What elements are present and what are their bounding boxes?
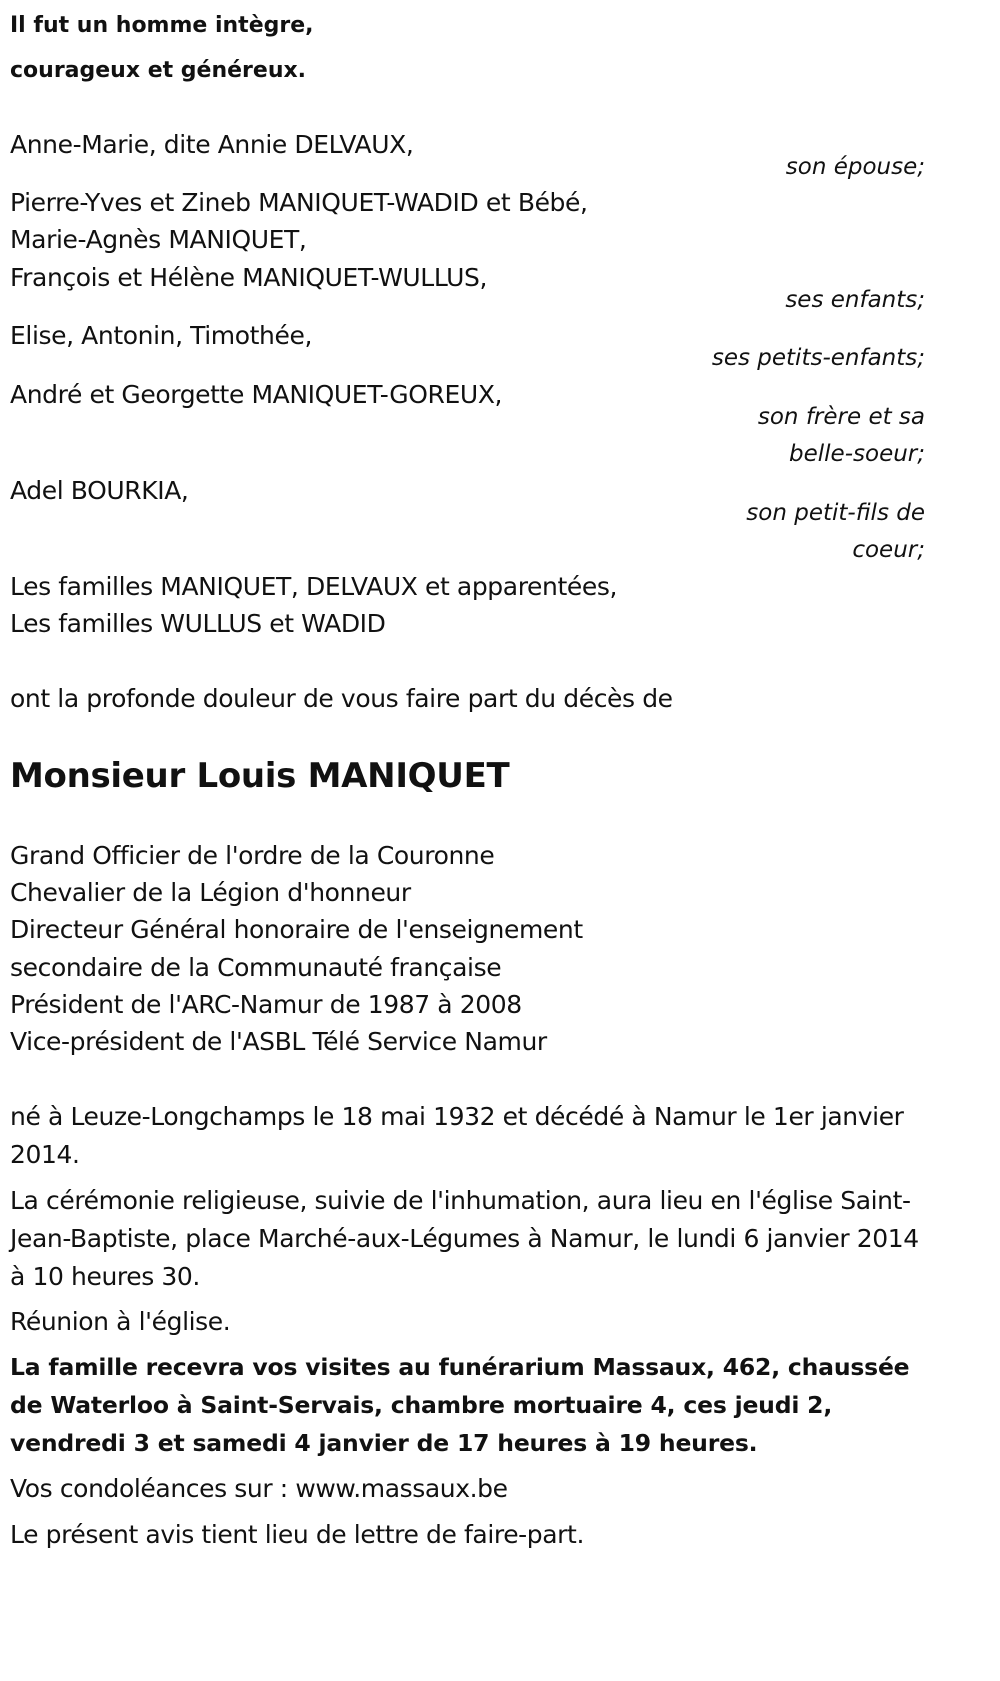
closing-text: Le présent avis tient lieu de lettre de faire-part. <box>10 1520 585 1549</box>
family-relation: ses enfants; <box>785 287 925 313</box>
condolences-line <box>10 1470 925 1508</box>
extended-family-line: Les familles MANIQUET, DELVAUX et apparentées, <box>10 572 617 601</box>
condolences-label: Vos condoléances sur : <box>10 1474 296 1503</box>
family-name: Marie-Agnès MANIQUET, <box>10 225 307 254</box>
title-line: secondaire de la Communauté française <box>10 953 502 982</box>
family-name: Adel BOURKIA, <box>10 476 189 505</box>
family-relation: belle-soeur; <box>789 441 925 467</box>
epigraph-line-2: courageux et généreux. <box>10 58 307 83</box>
family-relation: coeur; <box>852 537 925 563</box>
visits-text: La famille recevra vos visites au funérarium Massaux, 462, chaussée de Waterloo à Saint-Servais, chambre mortuaire 4, ces jeudi 2, vendredi 3 et samedi 4 janvier de 17 heures à 19 heures. <box>10 1353 910 1457</box>
title-line: Président de l'ARC-Namur de 1987 à 2008 <box>10 990 522 1019</box>
ceremony-text: La cérémonie religieuse, suivie de l'inhumation, aura lieu en l'église Saint-Jean-Baptiste, place Marché-aux-Légumes à Namur, le lundi 6 janvier 2014 à 10 heures 30. <box>10 1186 919 1291</box>
birth-death-text: né à Leuze-Longchamps le 18 mai 1932 et décédé à Namur le 1er janvier 2014. <box>10 1102 904 1169</box>
title-line: Grand Officier de l'ordre de la Couronne <box>10 841 495 870</box>
title-line: Directeur Général honoraire de l'enseignement <box>10 915 583 944</box>
deceased-name: Monsieur Louis MANIQUET <box>10 756 510 796</box>
family-name: André et Georgette MANIQUET-GOREUX, <box>10 380 503 409</box>
family-relation: son frère et sa <box>757 404 925 430</box>
family-relation: ses petits-enfants; <box>711 345 925 371</box>
family-name: François et Hélène MANIQUET-WULLUS, <box>10 263 488 292</box>
family-name: Anne-Marie, dite Annie DELVAUX, <box>10 130 414 159</box>
family-name: Pierre-Yves et Zineb MANIQUET-WADID et Bébé, <box>10 188 588 217</box>
family-name: Elise, Antonin, Timothée, <box>10 321 313 350</box>
title-line: Chevalier de la Légion d'honneur <box>10 878 411 907</box>
condolences-link[interactable]: www.massaux.be <box>295 1474 508 1503</box>
reunion-text: Réunion à l'église. <box>10 1307 231 1336</box>
announcement-text: ont la profonde douleur de vous faire part du décès de <box>10 684 673 713</box>
family-relation: son petit-fils de <box>746 500 925 526</box>
epigraph-line-1: Il fut un homme intègre, <box>10 13 314 38</box>
family-relation: son épouse; <box>785 154 925 180</box>
title-line: Vice-président de l'ASBL Télé Service Namur <box>10 1027 547 1056</box>
extended-family-line: Les familles WULLUS et WADID <box>10 609 386 638</box>
